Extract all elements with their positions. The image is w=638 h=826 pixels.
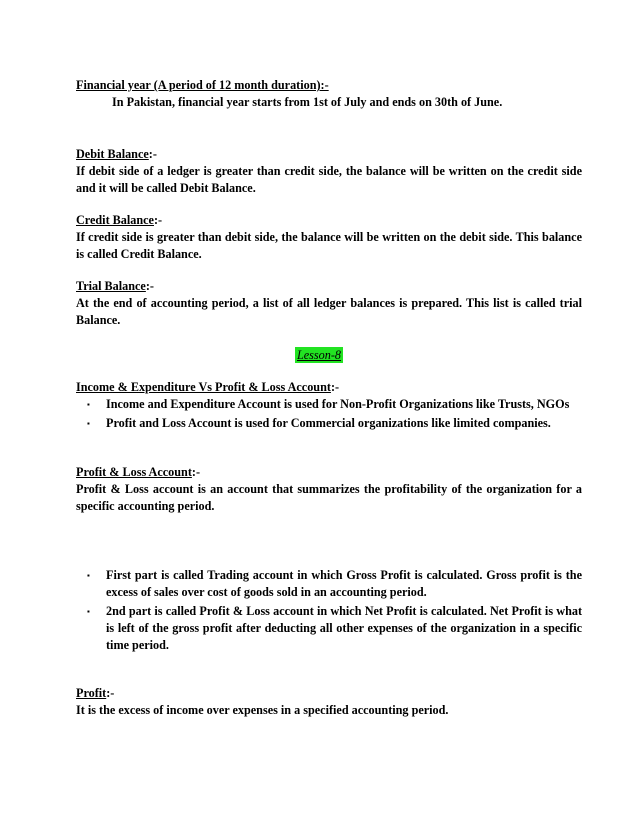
debit-balance-heading-line — [76, 146, 582, 163]
financial-year-section — [76, 77, 582, 111]
credit-balance-heading: Credit Balance — [76, 213, 154, 227]
trial-balance-heading-line — [76, 278, 582, 295]
credit-balance-suffix: :- — [153, 213, 163, 227]
pl-parts-section — [76, 567, 582, 656]
pl-account-heading: Profit & Loss Account — [76, 465, 192, 479]
credit-balance-text: If credit side is greater than debit side, the balance will be written on the debit side. This balance is called Credit Balance. — [76, 230, 582, 261]
profit-suffix: :- — [106, 686, 115, 700]
debit-balance-suffix: :- — [148, 147, 157, 161]
income-vs-pl-heading-line — [76, 379, 582, 396]
trial-balance-section — [76, 278, 582, 329]
list-item — [76, 415, 582, 432]
income-vs-pl-section — [76, 379, 582, 434]
financial-year-text: In Pakistan, financial year starts from 1st of July and ends on 30th of June. — [112, 95, 503, 109]
profit-heading: Profit — [76, 686, 107, 700]
debit-balance-heading: Debit Balance — [76, 147, 149, 161]
financial-year-heading: Financial year (A period of 12 month duration):- — [76, 78, 329, 92]
credit-balance-section — [76, 212, 582, 263]
pl-account-heading-line — [76, 464, 582, 481]
income-vs-pl-heading: Income & Expenditure Vs Profit & Loss Account — [76, 380, 331, 394]
lesson-label-row — [0, 346, 638, 364]
profit-section — [76, 685, 582, 719]
income-vs-pl-bullet-list — [76, 396, 582, 432]
trial-balance-heading: Trial Balance — [76, 279, 146, 293]
profit-heading-line — [76, 685, 582, 702]
profit-text: It is the excess of income over expenses in a specified accounting period. — [76, 703, 449, 717]
list-item — [76, 567, 582, 601]
bullet-icon: ▪ — [87, 419, 90, 428]
pl-account-text: Profit & Loss account is an account that summarizes the profitability of the organization for a specific accounting period. — [76, 482, 582, 513]
income-vs-pl-suffix: :- — [330, 380, 340, 394]
pl-account-section — [76, 464, 582, 515]
list-item — [76, 396, 582, 413]
debit-balance-section — [76, 146, 582, 197]
bullet-icon: ▪ — [87, 571, 90, 580]
trial-balance-suffix: :- — [145, 279, 154, 293]
bullet-text: 2nd part is called Profit & Loss account in which Net Profit is calculated. Net Profit is what is left of the gross profit after deducting all other expenses of the organization in a specific time period. — [106, 604, 582, 652]
list-item — [76, 603, 582, 654]
bullet-icon: ▪ — [87, 400, 90, 409]
lesson-label: Lesson-8 — [296, 348, 341, 362]
bullet-icon: ▪ — [87, 607, 90, 616]
bullet-text: Profit and Loss Account is used for Commercial organizations like limited companies. — [106, 416, 551, 430]
bullet-text: First part is called Trading account in which Gross Profit is calculated. Gross profit is the excess of sales over cost of goods sold in an accounting period. — [106, 568, 582, 599]
bullet-text: Income and Expenditure Account is used for Non-Profit Organizations like Trusts, NGOs — [106, 397, 570, 411]
pl-parts-bullet-list — [76, 567, 582, 654]
credit-balance-heading-line — [76, 212, 582, 229]
pl-account-suffix: :- — [191, 465, 201, 479]
trial-balance-text: At the end of accounting period, a list of all ledger balances is prepared. This list is called trial Balance. — [76, 296, 582, 327]
debit-balance-text: If debit side of a ledger is greater than credit side, the balance will be written on the credit side and it will be called Debit Balance. — [76, 164, 582, 195]
